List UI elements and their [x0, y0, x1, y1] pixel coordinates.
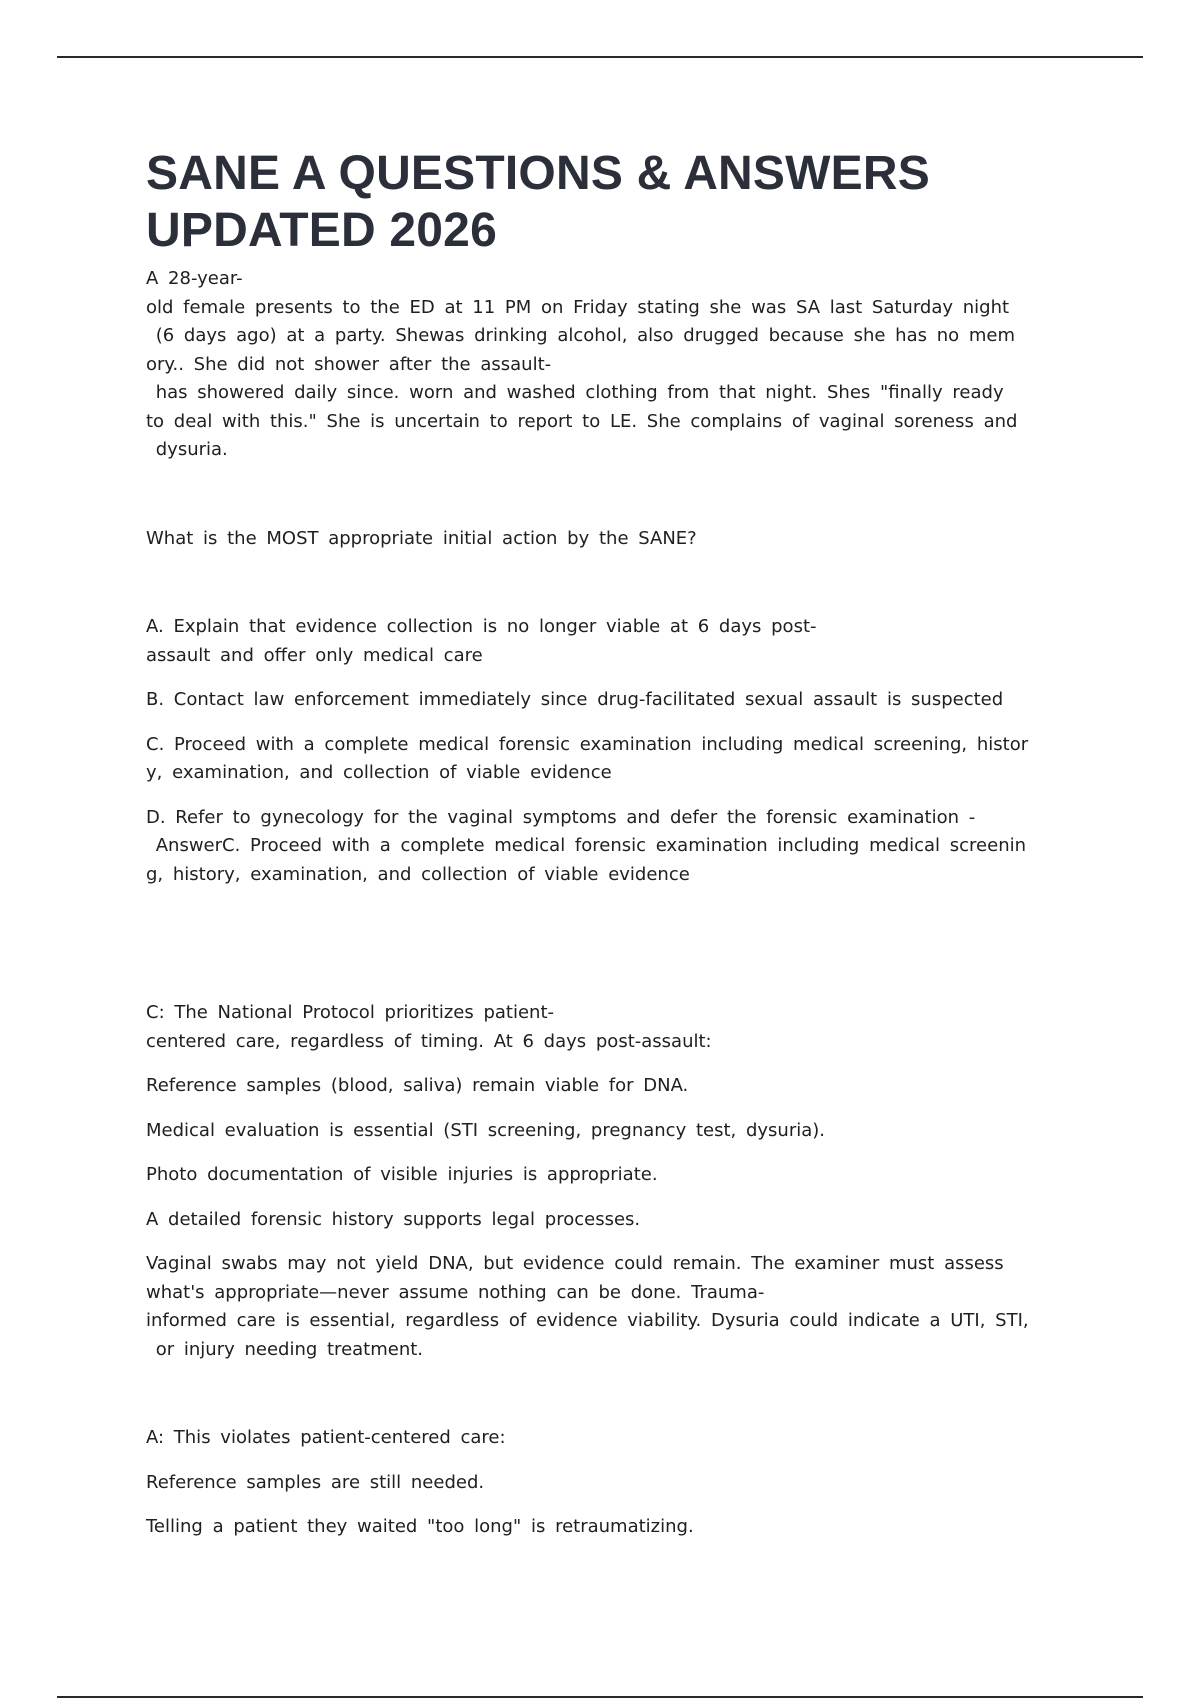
rationale-c-point: Photo documentation of visible injuries is appropriate. — [146, 1164, 658, 1185]
option-c-line: C. Proceed with a complete medical forensic examination including medical screening, histor — [146, 733, 1029, 755]
scenario-paragraph — [146, 265, 1056, 465]
option-a-line: assault and offer only medical care — [146, 644, 483, 666]
option-d-with-answer — [146, 804, 1056, 890]
option-a-line: A. Explain that evidence collection is no longer viable at 6 days post- — [146, 616, 817, 637]
rationale-c-point: Reference samples (blood, saliva) remain viable for DNA. — [146, 1075, 689, 1096]
answer-line: AnswerC. Proceed with a complete medical forensic examination including medical screenin — [146, 835, 1027, 856]
rationale-c-closing — [146, 1250, 1056, 1364]
option-c-line: y, examination, and collection of viable evidence — [146, 762, 612, 783]
option-a — [146, 613, 1056, 670]
option-b: B. Contact law enforcement immediately since drug-facilitated sexual assault is suspected — [146, 689, 1004, 710]
scenario-line: dysuria. — [146, 439, 228, 460]
bottom-rule — [57, 1696, 1143, 1698]
rationale-c-point: A detailed forensic history supports legal processes. — [146, 1208, 641, 1230]
scenario-line: (6 days ago) at a party. Shewas drinking alcohol, also drugged because she has no mem — [146, 325, 1016, 346]
rationale-c-intro — [146, 999, 1056, 1056]
option-c — [146, 731, 1056, 788]
scenario-line: ory.. She did not shower after the assault- — [146, 353, 552, 375]
rationale-c-closing-line: informed care is essential, regardless of evidence viability. Dysuria could indicate a UTI, STI, — [146, 1310, 1029, 1331]
rationale-a-point: Reference samples are still needed. — [146, 1471, 485, 1493]
scenario-line: old female presents to the ED at 11 PM on Friday stating she was SA last Saturday night — [146, 296, 1010, 318]
top-rule — [57, 56, 1143, 58]
rationale-c-closing-line: or injury needing treatment. — [146, 1338, 424, 1360]
document-body — [146, 145, 1056, 1542]
title-line-2: UPDATED 2026 — [146, 204, 497, 257]
scenario-line: to deal with this." She is uncertain to report to LE. She complains of vaginal soreness and — [146, 410, 1018, 432]
question-text: What is the MOST appropriate initial action by the SANE? — [146, 527, 697, 549]
rationale-c-intro-line: C: The National Protocol prioritizes patient- — [146, 1002, 555, 1023]
rationale-a-point: Telling a patient they waited "too long" is retraumatizing. — [146, 1516, 694, 1537]
document-title — [146, 145, 1056, 259]
rationale-c-point: Medical evaluation is essential (STI screening, pregnancy test, dysuria). — [146, 1119, 825, 1141]
rationale-c-closing-line: Vaginal swabs may not yield DNA, but evidence could remain. The examiner must assess — [146, 1253, 1004, 1274]
rationale-c-intro-line: centered care, regardless of timing. At 6 days post-assault: — [146, 1030, 712, 1052]
scenario-line: has showered daily since. worn and washed clothing from that night. Shes "finally ready — [146, 382, 1004, 403]
rationale-a-intro: A: This violates patient-centered care: — [146, 1427, 506, 1448]
answer-line: g, history, examination, and collection of viable evidence — [146, 863, 690, 885]
rationale-c-closing-line: what's appropriate—never assume nothing can be done. Trauma- — [146, 1281, 765, 1303]
title-line-1: SANE A QUESTIONS & ANSWERS — [146, 147, 930, 200]
option-d-line: D. Refer to gynecology for the vaginal symptoms and defer the forensic examination - — [146, 806, 976, 828]
scenario-line: A 28-year- — [146, 268, 243, 289]
